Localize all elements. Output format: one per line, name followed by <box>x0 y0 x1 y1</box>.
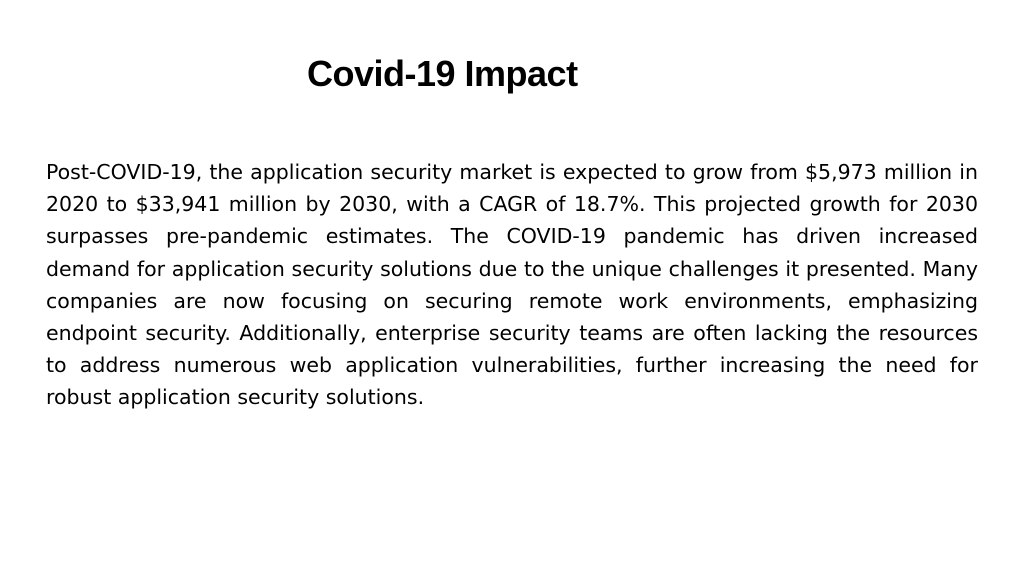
slide-title: Covid-19 Impact <box>307 53 578 94</box>
body-paragraph: Post-COVID-19, the application security market is expected to grow from $5,973 million in 2020 to $33,941 million by 2030, with a CAGR of 18.7%. This projected growth for 2030 surpasses pre-pandemic estimates. The COVID-19 pandemic has driven increased demand for application security solutions due to the unique challenges it presented. Many companies are now focusing on securing remote work environments, emphasizing endpoint security. Additionally, enterprise security teams are often lacking the resources to address numerous web application vulnerabilities, further increasing the need for robust application security solutions. <box>46 160 978 410</box>
